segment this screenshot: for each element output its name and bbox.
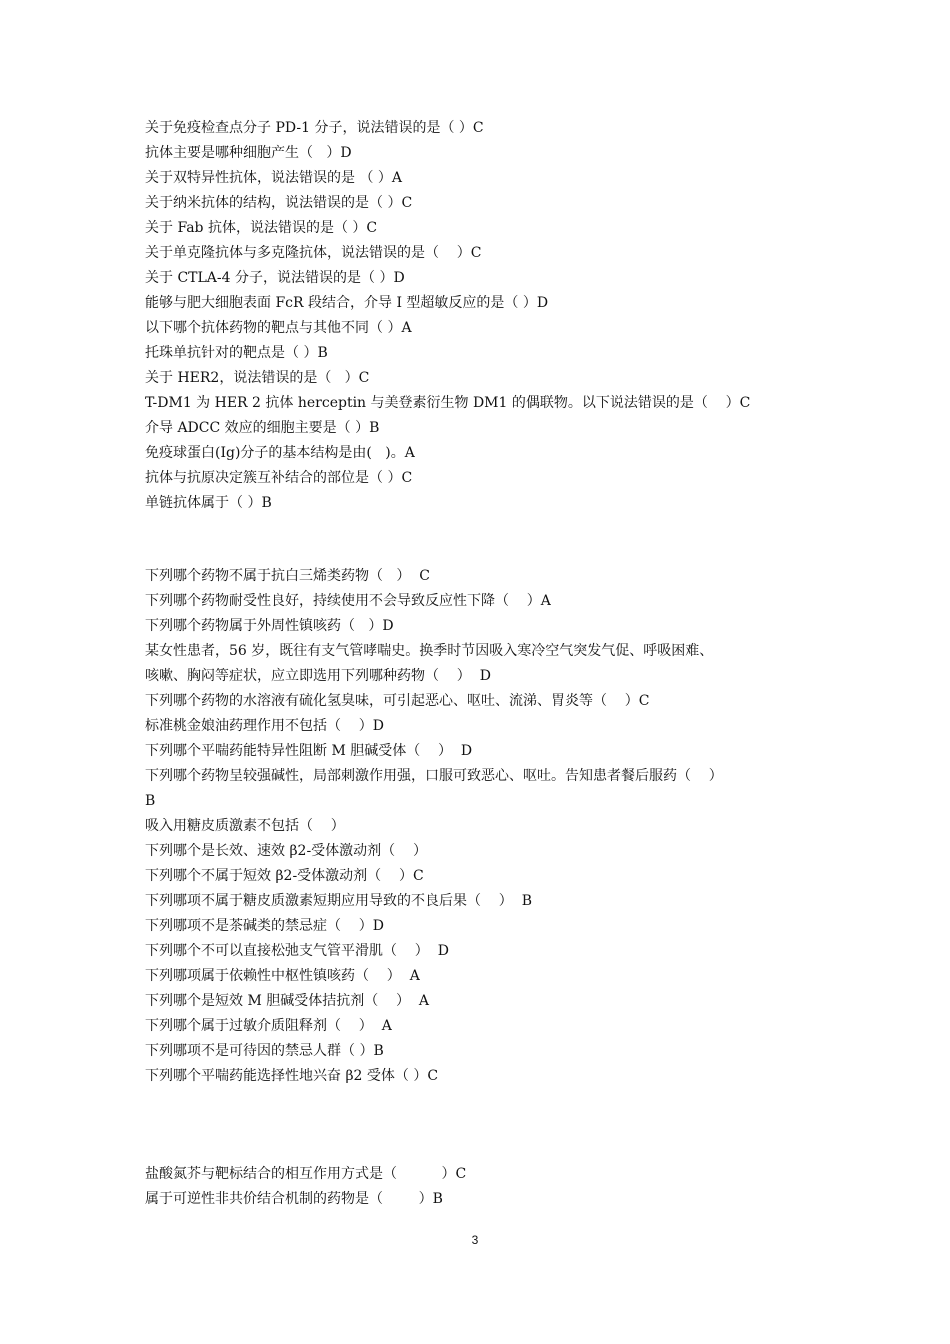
page-number: 3: [471, 1233, 479, 1247]
question-line: 关于双特异性抗体，说法错误的是 （ ）A: [145, 170, 403, 186]
question-line: 单链抗体属于（ ）B: [145, 495, 272, 511]
question-line: 介导 ADCC 效应的细胞主要是（ ）B: [145, 420, 380, 436]
question-line: 标准桃金娘油药理作用不包括（ ）D: [145, 718, 385, 734]
question-line: 关于免疫检查点分子 PD-1 分子，说法错误的是（ ）C: [145, 120, 484, 136]
question-line: 下列哪个药物不属于抗白三烯类药物（ ） C: [145, 568, 430, 584]
question-line: 下列哪个平喘药能特异性阻断 M 胆碱受体（ ） D: [145, 743, 473, 759]
question-section-antibody: [145, 116, 825, 516]
question-line: 下列哪项不属于糖皮质激素短期应用导致的不良后果（ ） B: [145, 893, 532, 909]
question-line: 下列哪个不可以直接松弛支气管平滑肌（ ） D: [145, 943, 449, 959]
question-line: 下列哪个是短效 M 胆碱受体拮抗剂（ ） A: [145, 993, 430, 1009]
question-line: 抗体与抗原决定簇互补结合的部位是（ ）C: [145, 470, 413, 486]
question-line: 下列哪项属于依赖性中枢性镇咳药（ ） A: [145, 968, 420, 984]
question-line: B: [145, 793, 156, 809]
question-line: 以下哪个抗体药物的靶点与其他不同（ ）A: [145, 320, 412, 336]
question-line: 下列哪个属于过敏介质阻释剂（ ） A: [145, 1018, 392, 1034]
question-line: 下列哪项不是茶碱类的禁忌症（ ）D: [145, 918, 385, 934]
question-line: 下列哪项不是可待因的禁忌人群（ ）B: [145, 1043, 384, 1059]
question-line: 免疫球蛋白(Ig)分子的基本结构是由( )。A: [145, 445, 415, 461]
question-line: 下列哪个药物属于外周性镇咳药（ ）D: [145, 618, 394, 634]
question-line: 下列哪个是长效、速效 β2-受体激动剂（ ）: [145, 843, 427, 859]
question-line: 下列哪个药物的水溶液有硫化氢臭味，可引起恶心、呕吐、流涕、胃炎等（ ）C: [145, 693, 650, 709]
question-line: 下列哪个平喘药能选择性地兴奋 β2 受体（ ）C: [145, 1068, 439, 1084]
question-line: 抗体主要是哪种细胞产生（ ）D: [145, 145, 352, 161]
question-line: 下列哪个药物呈较强碱性，局部刺激作用强，口服可致恶心、呕吐。告知患者餐后服药（ ）: [145, 768, 723, 784]
question-line: 下列哪个不属于短效 β2-受体激动剂（ ）C: [145, 868, 424, 884]
question-line: 下列哪个药物耐受性良好，持续使用不会导致反应性下降（ ）A: [145, 593, 551, 609]
question-section-drug-target-binding: [145, 1162, 825, 1212]
question-line: T-DM1 为 HER 2 抗体 herceptin 与美登素衍生物 DM1 的偶联物。以下说法错误的是（ ）C: [145, 395, 751, 411]
question-line: 托珠单抗针对的靶点是（ ）B: [145, 345, 328, 361]
question-line: 咳嗽、胸闷等症状，应立即选用下列哪种药物（ ） D: [145, 668, 491, 684]
question-line: 属于可逆性非共价结合机制的药物是（ ）B: [145, 1191, 443, 1207]
question-line: 关于 CTLA-4 分子，说法错误的是（ ）D: [145, 270, 405, 286]
question-line: 关于纳米抗体的结构，说法错误的是（ ）C: [145, 195, 413, 211]
question-line: 能够与肥大细胞表面 FcR 段结合，介导 I 型超敏反应的是（ ）D: [145, 295, 549, 311]
question-line: 关于单克隆抗体与多克隆抗体，说法错误的是（ ）C: [145, 245, 482, 261]
question-line: 关于 Fab 抗体，说法错误的是（ ）C: [145, 220, 378, 236]
question-line: 某女性患者，56 岁，既往有支气管哮喘史。换季时节因吸入寒冷空气突发气促、呼吸困难、: [145, 643, 714, 659]
question-section-respiratory-drugs: [145, 564, 825, 1089]
question-line: 关于 HER2，说法错误的是（ ）C: [145, 370, 370, 386]
question-line: 盐酸氮芥与靶标结合的相互作用方式是（ ）C: [145, 1166, 467, 1182]
question-line: 吸入用糖皮质激素不包括（ ）: [145, 818, 345, 834]
